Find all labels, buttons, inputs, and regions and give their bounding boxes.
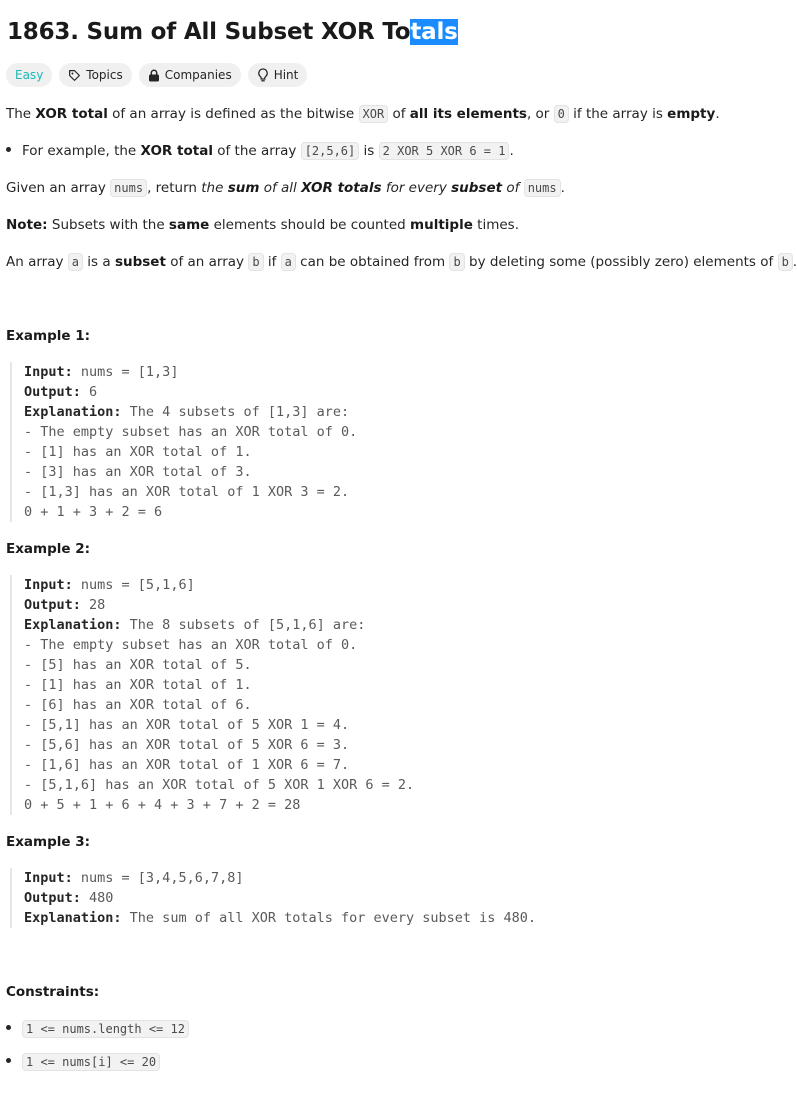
topics-button[interactable] <box>59 63 131 87</box>
tag-icon <box>68 69 81 82</box>
note-paragraph: Note: Subsets with the same elements should be counted multiple times. <box>6 217 519 233</box>
lock-icon <box>148 69 160 82</box>
page-title <box>7 16 458 48</box>
hint-label: Hint <box>273 68 299 82</box>
lightbulb-icon <box>257 68 269 82</box>
difficulty-badge <box>6 63 52 87</box>
example-2-heading: Example 2: <box>6 541 91 557</box>
example-2-block: Input: nums = [5,1,6] Output: 28 Explanation: The 8 subsets of [5,1,6] are: - The empty subset has an XOR total of 0. - [5] has an XOR total of 5. - [1] has an XOR total of 1. - [6] has an XOR total of 6. - [5,1] has an XOR total of 5 XOR 1 = 4. - [5,6] has an XOR total of 5 XOR 6 = 3. - [1,6] has an XOR total of 1 XOR 6 = 7. - [5,1,6] has an XOR total of 5 XOR 1 XOR 6 = 2. 0 + 5 + 1 + 6 + 4 + 3 + 7 + 2 = 28 <box>10 575 414 815</box>
companies-label: Companies <box>164 68 232 82</box>
bullet-dot <box>6 1025 11 1030</box>
tag-row <box>6 63 307 87</box>
example-1-heading: Example 1: <box>6 328 91 344</box>
subset-definition-paragraph: An array a is a subset of an array b if a can be obtained from b by deleting some (possibly zero) elements of b . <box>6 254 797 270</box>
example-3-heading: Example 3: <box>6 834 91 850</box>
example-1-block: Input: nums = [1,3] Output: 6 Explanation: The 4 subsets of [1,3] are: - The empty subset has an XOR total of 0. - [1] has an XOR total of 1. - [3] has an XOR total of 3. - [1,3] has an XOR total of 1 XOR 3 = 2. 0 + 1 + 3 + 2 = 6 <box>10 362 357 522</box>
task-paragraph: Given an array nums , return the sum of all XOR totals for every subset of nums . <box>6 180 565 196</box>
hint-button[interactable] <box>248 63 308 87</box>
bullet-dot <box>6 1058 11 1063</box>
description-paragraph: The XOR total of an array is defined as the bitwise XOR of all its elements, or 0 if the array is empty. <box>6 106 720 122</box>
topics-label: Topics <box>86 68 123 82</box>
title-text: 1863. Sum of All Subset XOR To <box>7 19 411 45</box>
constraint-item: 1 <= nums[i] <= 20 <box>6 1051 160 1073</box>
list-item: For example, the XOR total of the array [2,5,6] is 2 XOR 5 XOR 6 = 1 . <box>6 140 514 162</box>
companies-button[interactable] <box>139 63 241 87</box>
title-selected-text[interactable]: tals <box>410 19 458 45</box>
constraints-heading: Constraints: <box>6 984 100 1000</box>
bullet-dot <box>6 147 11 152</box>
example-3-block: Input: nums = [3,4,5,6,7,8] Output: 480 Explanation: The sum of all XOR totals for every subset is 480. <box>10 868 536 928</box>
difficulty-label: Easy <box>15 68 44 82</box>
constraint-item: 1 <= nums.length <= 12 <box>6 1018 189 1040</box>
